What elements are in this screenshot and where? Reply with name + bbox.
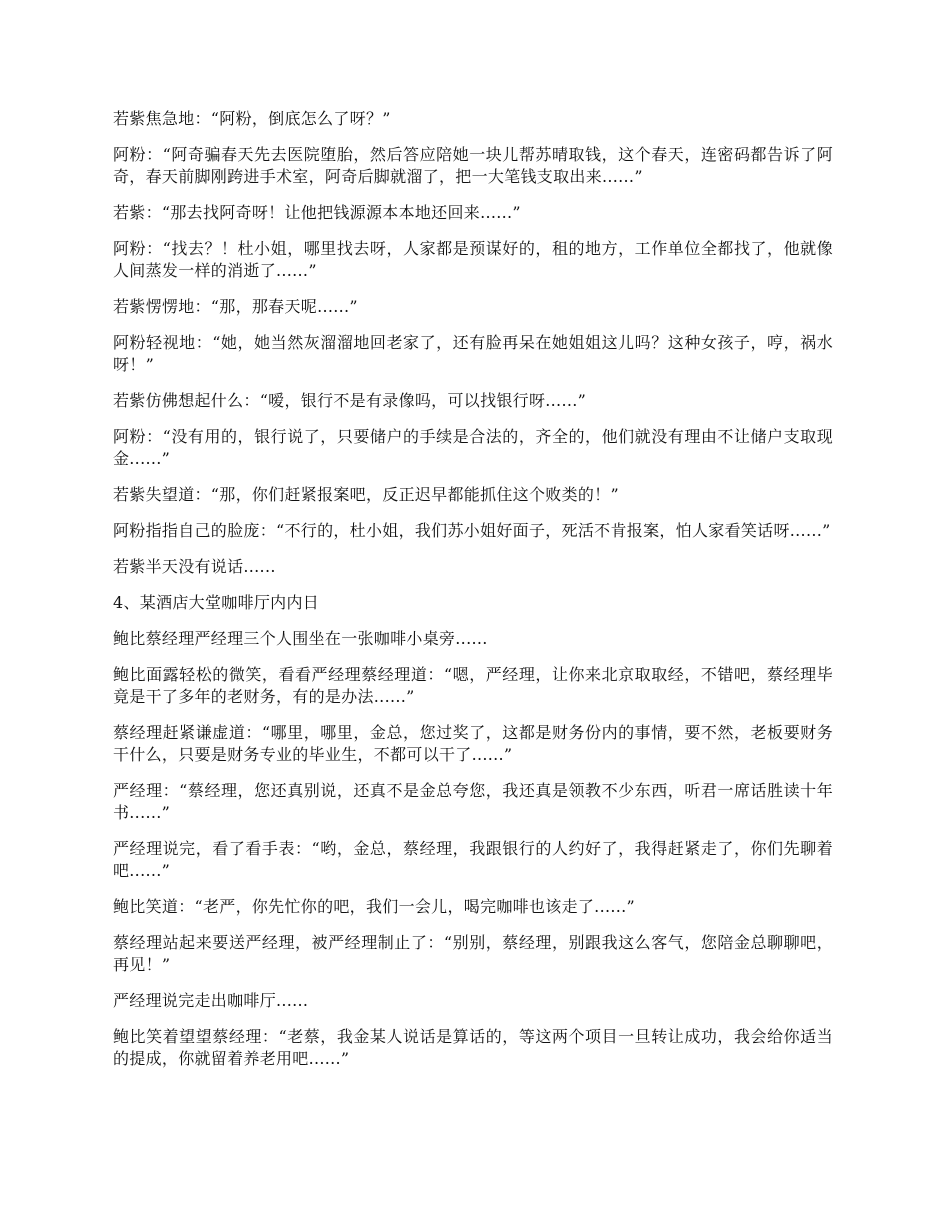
scene-heading: 4、某酒店大堂咖啡厅内内日 bbox=[113, 593, 320, 612]
paragraph-4: 阿粉：“找去？！杜小姐，哪里找去呀，人家都是预谋好的，租的地方，工作单位全都找了，他就像人间蒸发一样的消逝了......” bbox=[113, 239, 833, 280]
paragraph-17: 严经理说完，看了看手表：“哟，金总，蔡经理，我跟银行的人约好了，我得赶紧走了，你们先聊着吧......” bbox=[113, 839, 833, 880]
paragraph-10: 阿粉指指自己的脸庞：“不行的，杜小姐，我们苏小姐好面子，死活不肯报案，怕人家看笑话呀......” bbox=[113, 521, 831, 540]
paragraph-18: 鲍比笑道：“老严，你先忙你的吧，我们一会儿，喝完咖啡也该走了......” bbox=[113, 897, 635, 916]
paragraph-13: 鲍比蔡经理严经理三个人围坐在一张咖啡小桌旁...... bbox=[113, 629, 488, 648]
paragraph-14: 鲍比面露轻松的微笑，看看严经理蔡经理道：“嗯，严经理，让你来北京取取经，不错吧，蔡经理毕竟是干了多年的老财务，有的是办法......” bbox=[113, 665, 833, 706]
paragraph-7: 若紫仿佛想起什么：“嗳，银行不是有录像吗，可以找银行呀......” bbox=[113, 391, 587, 410]
paragraph-21: 鲍比笑着望望蔡经理：“老蔡，我金某人说话是算话的，等这两个项目一旦转让成功，我会给你适当的提成，你就留着养老用吧......” bbox=[113, 1027, 833, 1068]
paragraph-1: 若紫焦急地：“阿粉，倒底怎么了呀？” bbox=[113, 109, 391, 128]
paragraph-19: 蔡经理站起来要送严经理，被严经理制止了：“别别，蔡经理，别跟我这么客气，您陪金总聊聊吧，再见！” bbox=[113, 933, 833, 974]
paragraph-9: 若紫失望道：“那，你们赶紧报案吧，反正迟早都能抓住这个败类的！” bbox=[113, 485, 619, 504]
paragraph-11: 若紫半天没有说话...... bbox=[113, 557, 276, 576]
paragraph-8: 阿粉：“没有用的，银行说了，只要储户的手续是合法的，齐全的，他们就没有理由不让储户支取现金......” bbox=[113, 427, 833, 468]
paragraph-15: 蔡经理赶紧谦虚道：“哪里，哪里，金总，您过奖了，这都是财务份内的事情，要不然，老板要财务干什么，只要是财务专业的毕业生，不都可以干了......” bbox=[113, 723, 833, 764]
paragraph-16: 严经理：“蔡经理，您还真别说，还真不是金总夸您，我还真是领教不少东西，听君一席话胜读十年书......” bbox=[113, 781, 833, 822]
paragraph-3: 若紫：“那去找阿奇呀！让他把钱源源本本地还回来......” bbox=[113, 203, 521, 222]
paragraph-20: 严经理说完走出咖啡厅...... bbox=[113, 991, 309, 1010]
paragraph-5: 若紫愣愣地：“那，那春天呢......” bbox=[113, 297, 358, 316]
paragraph-2: 阿粉：“阿奇骗春天先去医院堕胎，然后答应陪她一块儿帮苏晴取钱，这个春天，连密码都告诉了阿奇，春天前脚刚跨进手术室，阿奇后脚就溜了，把一大笔钱支取出来......” bbox=[113, 145, 833, 186]
document-page bbox=[113, 108, 833, 1084]
paragraph-6: 阿粉轻视地：“她，她当然灰溜溜地回老家了，还有脸再呆在她姐姐这儿吗？这种女孩子，哼，祸水呀！” bbox=[113, 333, 833, 374]
